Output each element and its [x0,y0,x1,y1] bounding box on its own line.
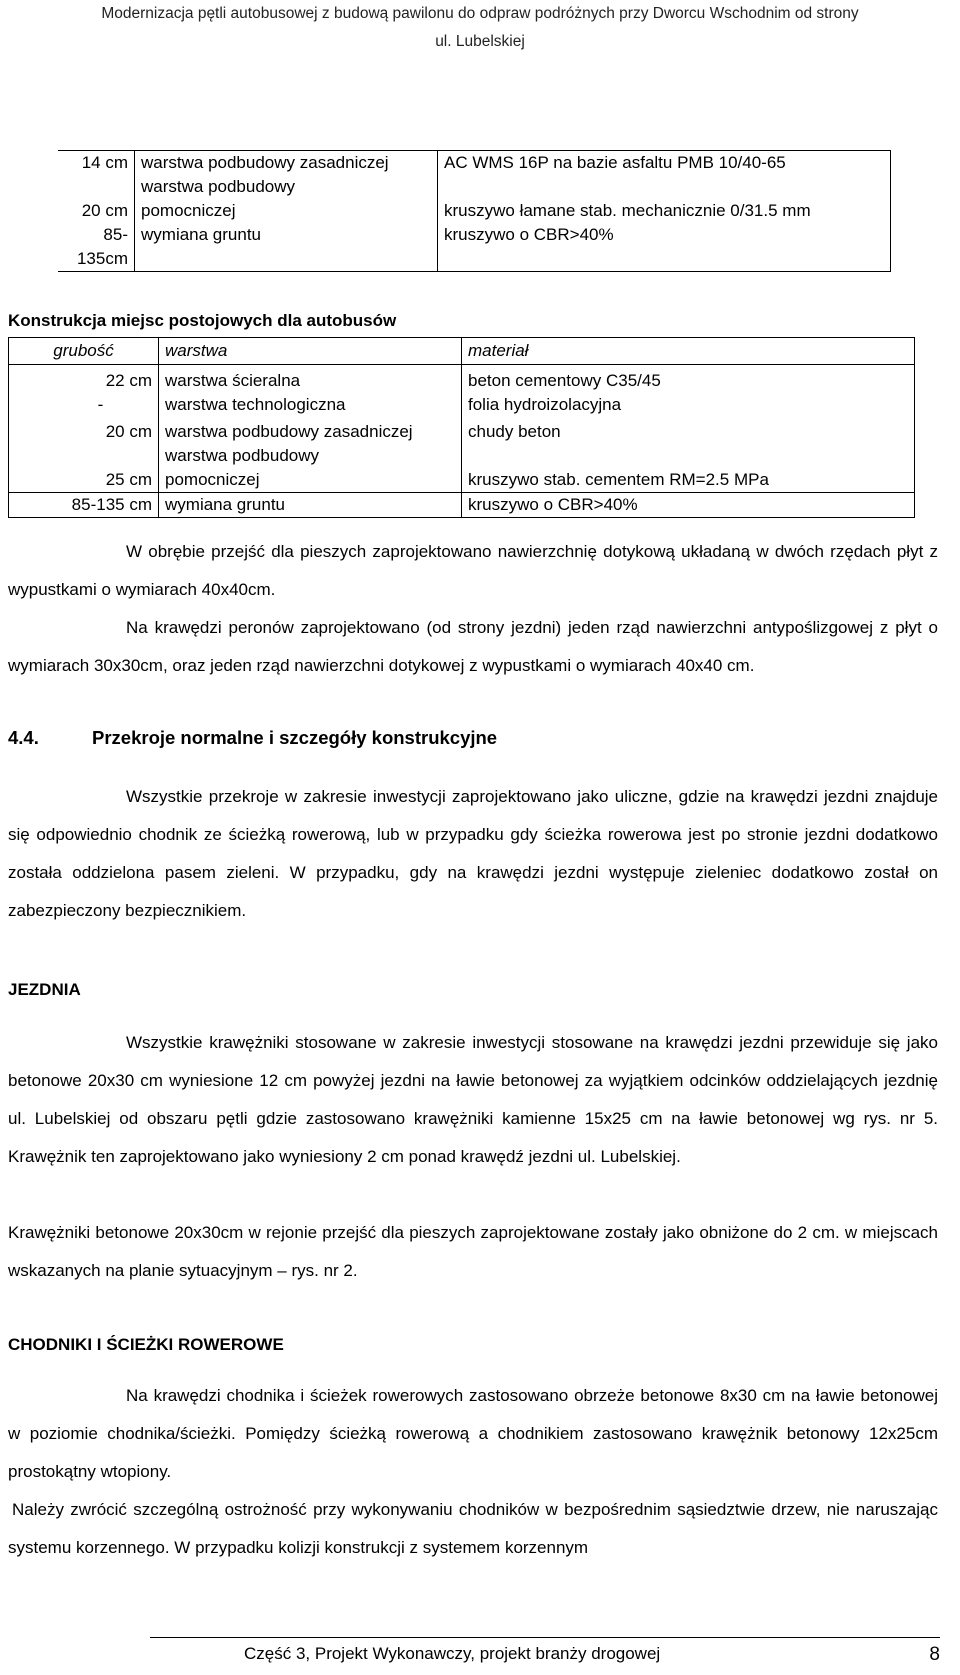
table-2-title: Konstrukcja miejsc postojowych dla autobusów [8,311,397,330]
table-row [9,444,915,468]
table-row [9,365,915,394]
table-cell-material: kruszywo stab. cementem RM=2.5 MPa [468,470,769,489]
table-cell-material [462,444,915,468]
subheading-jezdnia: JEZDNIA [8,980,81,999]
column-header-layer: warstwa [159,338,462,365]
table-row [58,223,891,272]
pavement-table-1 [58,150,891,272]
table-row [58,175,891,223]
table-cell-layer: pomocniczej [159,468,462,493]
paragraph-sidewalk-edges: Na krawędzi chodnika i ścieżek rowerowych zastosowano obrzeże betonowe 8x30 cm na ławie betonowej w poziomie chodnika/ścieżki. Pomiędzy ścieżką rowerową a chodnikiem zastosowano krawężnik betonowy 12x25cm prostokątny wtopiony. [8,1386,938,1481]
pavement-table-2 [8,337,915,518]
paragraph-platform-edge: Na krawędzi peronów zaprojektowano (od strony jezdni) jeden rząd nawierzchni antypoślizgowej z płyt o wymiarach 30x30cm, oraz jeden rząd nawierzchni dotykowej z wypustkami o wymiarach 40x40 cm. [8,618,938,675]
table-cell-thickness: 25 cm [105,470,152,489]
table-cell-layer: warstwa podbudowy zasadniczej [135,151,438,176]
table-cell-layer: warstwa ścieralna [159,365,462,394]
paragraph-cross-sections: Wszystkie przekroje w zakresie inwestycji zaprojektowano jako uliczne, gdzie na krawędzi jezdni znajduje się odpowiednio chodnik ze ścieżką rowerową, lub w przypadku gdy ścieżka rowerowa jest po stronie jezdni dodatkowo została oddzielona pasem zieleni. W przypadku, gdy na krawędzi jezdni występuje zieleniec dodatkowo został on zabezpieczony bezpiecznikiem. [8,787,938,920]
footer-text: Część 3, Projekt Wykonawczy, projekt branży drogowej [244,1644,661,1663]
column-header-thickness: grubość [9,338,159,365]
table-cell-layer: warstwa podbudowy [159,444,462,468]
table-cell-thickness: - [97,395,104,414]
table-cell-material: kruszywo łamane stab. mechanicznie 0/31.5 mm [438,175,891,223]
table-cell-layer: warstwa podbudowy pomocniczej [135,175,438,223]
table-header-row [9,338,915,365]
table-cell-thickness: 85-135cm [58,223,135,272]
table-cell-material: AC WMS 16P na bazie asfaltu PMB 10/40-65 [438,151,891,176]
table-cell-thickness [9,444,159,468]
subheading-sidewalks: CHODNIKI I ŚCIEŻKI ROWEROWE [8,1335,284,1354]
paragraph-lowered-curbs: Krawężniki betonowe 20x30cm w rejonie przejść dla pieszych zaprojektowane zostały jako obniżone do 2 cm. w miejscach wskazanych na planie sytuacyjnym – rys. nr 2. [8,1223,938,1280]
table-cell-thickness: 85-135 cm [9,493,159,518]
table-cell-thickness: 20 cm [105,422,152,441]
table-cell-layer: warstwa technologiczna [159,393,462,417]
table-cell-material: chudy beton [468,422,561,441]
table-cell-material: kruszywo o CBR>40% [438,223,891,272]
header-line-2: ul. Lubelskiej [435,33,525,50]
table-cell-layer: wymiana gruntu [135,223,438,272]
paragraph-trees: Należy zwrócić szczególną ostrożność przy wykonywaniu chodników w bezpośrednim sąsiedztwie drzew, nie naruszając systemu korzennego. W przypadku kolizji konstrukcji z systemem korzennym [8,1500,938,1557]
table-row [58,151,891,176]
section-number: 4.4. [8,727,39,748]
paragraph-tactile-paving: W obrębie przejść dla pieszych zaprojektowano nawierzchnię dotykową układaną w dwóch rzędach płyt z wypustkami o wymiarach 40x40cm. [8,542,938,599]
table-cell-material: beton cementowy C35/45 [468,371,661,390]
page-number: 8 [929,1644,940,1665]
section-title: Przekroje normalne i szczegóły konstrukcyjne [92,727,498,748]
table-row [9,393,915,417]
paragraph-curbs: Wszystkie krawężniki stosowane w zakresie inwestycji stosowane na krawędzi jezdni przewiduje się jako betonowe 20x30 cm wyniesione 12 cm powyżej jezdni na ławie betonowej za wyjątkiem odcinków oddzielających jezdnię ul. Lubelskiej od obszaru pętli gdzie zastosowano krawężniki kamienne 15x25 cm na ławie betonowej wg rys. nr 5. Krawężnik ten zaprojektowano jako wyniesiony 2 cm ponad krawędź jezdni ul. Lubelskiej. [8,1033,938,1166]
table-row [9,493,915,518]
table-row [9,417,915,444]
table-cell-material: folia hydroizolacyjna [468,395,622,414]
table-cell-thickness: 22 cm [105,371,152,390]
table-cell-thickness: 20 cm [58,175,135,223]
table-cell-thickness: 14 cm [58,151,135,176]
page-header [0,0,960,56]
page-footer [150,1637,940,1665]
table-cell-layer: wymiana gruntu [159,493,462,518]
section-heading [8,727,497,749]
table-row [9,468,915,493]
table-cell-layer: warstwa podbudowy zasadniczej [159,417,462,444]
table-cell-material: kruszywo o CBR>40% [462,493,915,518]
column-header-material: materiał [462,338,915,365]
header-line-1: Modernizacja pętli autobusowej z budową pawilonu do odpraw podróżnych przy Dworcu Wschodnim od strony [101,5,859,22]
